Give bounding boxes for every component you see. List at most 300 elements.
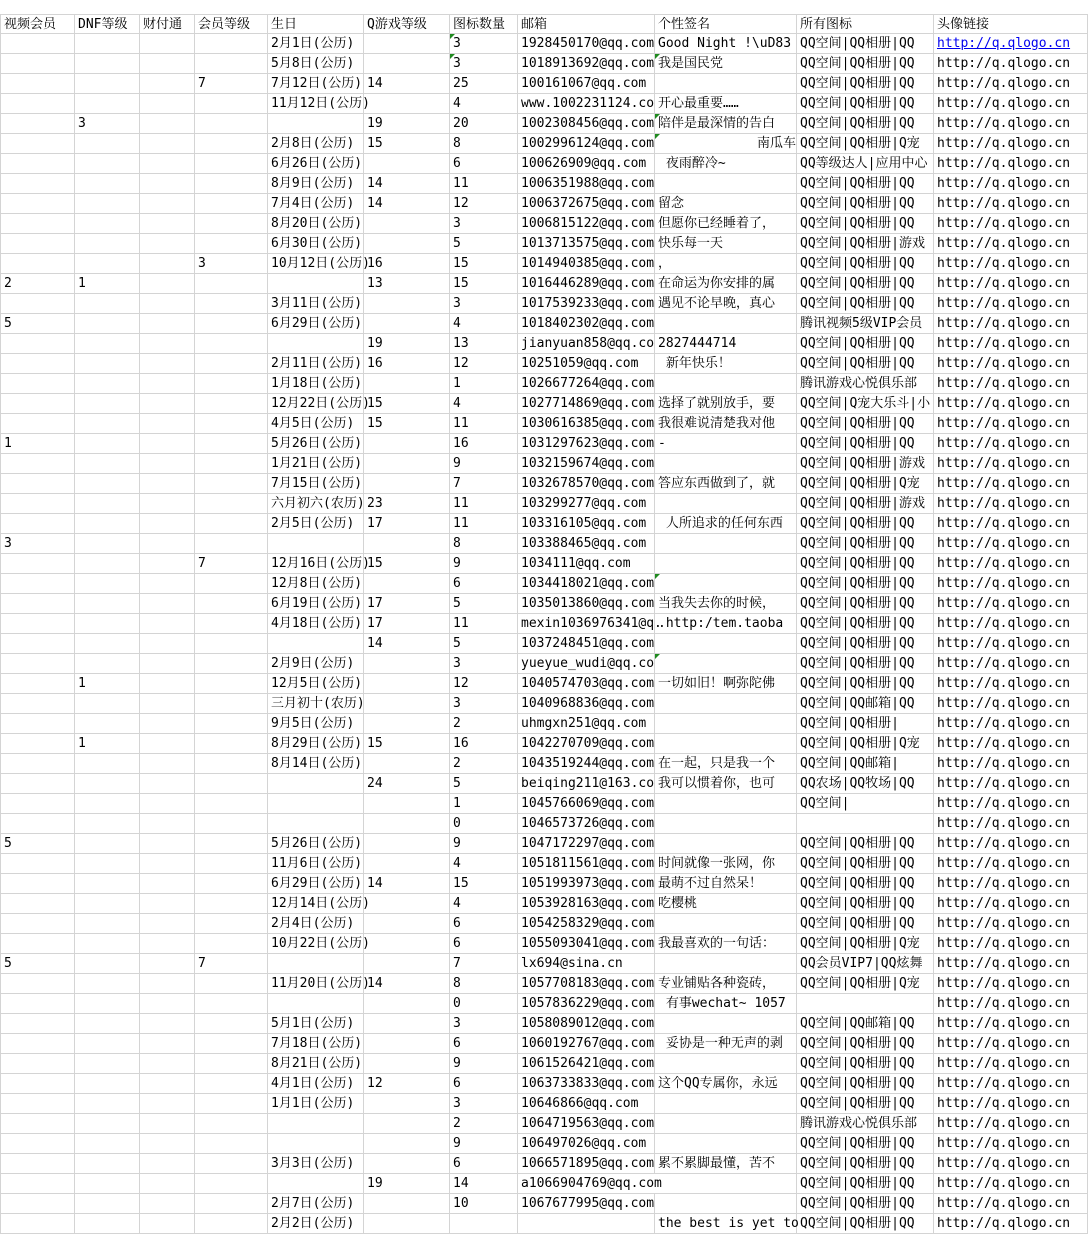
cell-tenpay[interactable] xyxy=(140,1174,195,1194)
cell-signature[interactable] xyxy=(655,74,797,94)
cell-vip-level[interactable]: 3 xyxy=(195,254,268,274)
cell-qgame-level[interactable]: 14 xyxy=(364,194,450,214)
cell-video-vip[interactable] xyxy=(0,354,75,374)
cell-avatar-link[interactable]: http://q.qlogo.cn xyxy=(934,614,1088,634)
cell-dnf-level[interactable] xyxy=(75,94,140,114)
cell-tenpay[interactable] xyxy=(140,334,195,354)
cell-signature[interactable]: 开心最重要…… xyxy=(655,94,797,114)
cell-tenpay[interactable] xyxy=(140,54,195,74)
cell-icon-count[interactable]: 9 xyxy=(450,1134,518,1154)
cell-signature[interactable]: 我很难说清楚我对他 xyxy=(655,414,797,434)
cell-video-vip[interactable] xyxy=(0,554,75,574)
cell-icon-count[interactable]: 6 xyxy=(450,574,518,594)
cell-vip-level[interactable] xyxy=(195,714,268,734)
cell-signature[interactable] xyxy=(655,374,797,394)
cell-avatar-link[interactable]: http://q.qlogo.cn xyxy=(934,914,1088,934)
cell-email[interactable]: 1006815122@qq.com xyxy=(518,214,655,234)
cell-signature[interactable]: 专业铺贴各种瓷砖， xyxy=(655,974,797,994)
cell-vip-level[interactable] xyxy=(195,794,268,814)
cell-video-vip[interactable] xyxy=(0,994,75,1014)
cell-birthday[interactable] xyxy=(268,794,364,814)
cell-icon-count[interactable]: 3 xyxy=(450,654,518,674)
cell-email[interactable]: 1032159674@qq.com xyxy=(518,454,655,474)
cell-all-icons[interactable]: QQ空间|QQ相册|QQ xyxy=(797,1074,934,1094)
cell-avatar-link[interactable]: http://q.qlogo.cn xyxy=(934,974,1088,994)
cell-video-vip[interactable] xyxy=(0,654,75,674)
cell-tenpay[interactable] xyxy=(140,514,195,534)
cell-avatar-link[interactable]: http://q.qlogo.cn xyxy=(934,734,1088,754)
cell-birthday[interactable]: 2月4日(公历) xyxy=(268,914,364,934)
cell-qgame-level[interactable]: 24 xyxy=(364,774,450,794)
cell-icon-count[interactable]: 4 xyxy=(450,894,518,914)
cell-vip-level[interactable] xyxy=(195,1074,268,1094)
cell-avatar-link[interactable]: http://q.qlogo.cn xyxy=(934,754,1088,774)
cell-vip-level[interactable] xyxy=(195,414,268,434)
cell-email[interactable]: 1040574703@qq.com xyxy=(518,674,655,694)
cell-signature[interactable]: 我是国民党 xyxy=(655,54,797,74)
cell-avatar-link[interactable]: http://q.qlogo.cn xyxy=(934,574,1088,594)
cell-avatar-link[interactable]: http://q.qlogo.cn xyxy=(934,1214,1088,1234)
cell-all-icons[interactable]: QQ空间|QQ相册|游戏 xyxy=(797,454,934,474)
cell-qgame-level[interactable] xyxy=(364,834,450,854)
cell-all-icons[interactable] xyxy=(797,994,934,1014)
cell-tenpay[interactable] xyxy=(140,1194,195,1214)
cell-avatar-link[interactable]: http://q.qlogo.cn xyxy=(934,194,1088,214)
cell-tenpay[interactable] xyxy=(140,94,195,114)
cell-video-vip[interactable] xyxy=(0,574,75,594)
cell-qgame-level[interactable]: 15 xyxy=(364,414,450,434)
cell-dnf-level[interactable]: 1 xyxy=(75,734,140,754)
cell-video-vip[interactable] xyxy=(0,474,75,494)
cell-vip-level[interactable] xyxy=(195,834,268,854)
cell-all-icons[interactable]: QQ空间|QQ相册|QQ xyxy=(797,114,934,134)
cell-signature[interactable] xyxy=(655,794,797,814)
cell-signature[interactable]: 新年快乐！ xyxy=(655,354,797,374)
cell-icon-count[interactable]: 8 xyxy=(450,134,518,154)
cell-dnf-level[interactable] xyxy=(75,414,140,434)
cell-birthday[interactable]: 6月29日(公历) xyxy=(268,314,364,334)
cell-video-vip[interactable] xyxy=(0,74,75,94)
cell-vip-level[interactable] xyxy=(195,934,268,954)
cell-tenpay[interactable] xyxy=(140,414,195,434)
cell-birthday[interactable]: 12月8日(公历) xyxy=(268,574,364,594)
cell-dnf-level[interactable] xyxy=(75,254,140,274)
cell-email[interactable]: mexin1036976341@q. xyxy=(518,614,655,634)
cell-tenpay[interactable] xyxy=(140,1214,195,1234)
cell-signature[interactable] xyxy=(655,534,797,554)
cell-avatar-link[interactable]: http://q.qlogo.cn xyxy=(934,214,1088,234)
cell-birthday[interactable]: 2月5日(公历) xyxy=(268,514,364,534)
cell-email[interactable]: 1031297623@qq.com xyxy=(518,434,655,454)
cell-signature[interactable]: 有事wechat~ 1057 xyxy=(655,994,797,1014)
cell-vip-level[interactable] xyxy=(195,194,268,214)
cell-avatar-link[interactable]: http://q.qlogo.cn xyxy=(934,454,1088,474)
cell-email[interactable]: 1051811561@qq.com xyxy=(518,854,655,874)
cell-icon-count[interactable]: 3 xyxy=(450,694,518,714)
cell-icon-count[interactable]: 11 xyxy=(450,414,518,434)
cell-tenpay[interactable] xyxy=(140,774,195,794)
cell-dnf-level[interactable] xyxy=(75,794,140,814)
cell-tenpay[interactable] xyxy=(140,574,195,594)
cell-birthday[interactable]: 8月20日(公历) xyxy=(268,214,364,234)
cell-icon-count[interactable]: 4 xyxy=(450,854,518,874)
cell-tenpay[interactable] xyxy=(140,354,195,374)
cell-birthday[interactable]: 7月15日(公历) xyxy=(268,474,364,494)
cell-dnf-level[interactable] xyxy=(75,554,140,574)
cell-qgame-level[interactable] xyxy=(364,474,450,494)
cell-video-vip[interactable]: 5 xyxy=(0,834,75,854)
cell-icon-count[interactable]: 5 xyxy=(450,234,518,254)
cell-vip-level[interactable] xyxy=(195,34,268,54)
cell-icon-count[interactable]: 12 xyxy=(450,354,518,374)
cell-tenpay[interactable] xyxy=(140,794,195,814)
header-cell-email[interactable]: 邮箱 xyxy=(518,14,655,34)
cell-tenpay[interactable] xyxy=(140,754,195,774)
cell-dnf-level[interactable] xyxy=(75,514,140,534)
cell-dnf-level[interactable] xyxy=(75,174,140,194)
cell-dnf-level[interactable] xyxy=(75,234,140,254)
cell-vip-level[interactable]: 7 xyxy=(195,554,268,574)
cell-dnf-level[interactable] xyxy=(75,134,140,154)
cell-email[interactable]: 1046573726@qq.com xyxy=(518,814,655,834)
cell-all-icons[interactable]: QQ空间|QQ相册|QQ xyxy=(797,214,934,234)
cell-avatar-link[interactable]: http://q.qlogo.cn xyxy=(934,1194,1088,1214)
cell-dnf-level[interactable] xyxy=(75,1074,140,1094)
cell-video-vip[interactable] xyxy=(0,394,75,414)
cell-qgame-level[interactable] xyxy=(364,454,450,474)
cell-birthday[interactable] xyxy=(268,1174,364,1194)
cell-all-icons[interactable]: QQ空间|QQ相册|Q宠 xyxy=(797,934,934,954)
cell-dnf-level[interactable] xyxy=(75,754,140,774)
cell-tenpay[interactable] xyxy=(140,654,195,674)
cell-birthday[interactable]: 8月21日(公历) xyxy=(268,1054,364,1074)
cell-icon-count[interactable]: 15 xyxy=(450,274,518,294)
cell-tenpay[interactable] xyxy=(140,1034,195,1054)
cell-email[interactable]: 1027714869@qq.com xyxy=(518,394,655,414)
cell-signature[interactable]: .http:/tem.taoba xyxy=(655,614,797,634)
cell-vip-level[interactable] xyxy=(195,734,268,754)
cell-qgame-level[interactable]: 14 xyxy=(364,634,450,654)
cell-tenpay[interactable] xyxy=(140,134,195,154)
cell-all-icons[interactable]: QQ空间|QQ相册|QQ xyxy=(797,594,934,614)
cell-vip-level[interactable] xyxy=(195,1094,268,1114)
cell-tenpay[interactable] xyxy=(140,1074,195,1094)
cell-avatar-link[interactable]: http://q.qlogo.cn xyxy=(934,494,1088,514)
cell-qgame-level[interactable]: 14 xyxy=(364,974,450,994)
cell-vip-level[interactable] xyxy=(195,94,268,114)
cell-all-icons[interactable]: QQ空间|QQ相册|QQ xyxy=(797,1134,934,1154)
cell-qgame-level[interactable] xyxy=(364,1054,450,1074)
cell-email[interactable]: 1061526421@qq.com xyxy=(518,1054,655,1074)
cell-signature[interactable] xyxy=(655,914,797,934)
cell-video-vip[interactable] xyxy=(0,814,75,834)
cell-tenpay[interactable] xyxy=(140,74,195,94)
cell-birthday[interactable]: 8月29日(公历) xyxy=(268,734,364,754)
cell-tenpay[interactable] xyxy=(140,934,195,954)
cell-dnf-level[interactable] xyxy=(75,474,140,494)
cell-email[interactable]: 100626909@qq.com xyxy=(518,154,655,174)
cell-signature[interactable] xyxy=(655,1194,797,1214)
cell-signature[interactable] xyxy=(655,1014,797,1034)
cell-all-icons[interactable]: QQ空间|QQ相册|QQ xyxy=(797,74,934,94)
header-cell-birthday[interactable]: 生日 xyxy=(268,14,364,34)
cell-icon-count[interactable]: 1 xyxy=(450,374,518,394)
cell-vip-level[interactable] xyxy=(195,1114,268,1134)
cell-tenpay[interactable] xyxy=(140,914,195,934)
cell-qgame-level[interactable]: 17 xyxy=(364,514,450,534)
cell-dnf-level[interactable] xyxy=(75,614,140,634)
cell-video-vip[interactable] xyxy=(0,294,75,314)
cell-tenpay[interactable] xyxy=(140,1134,195,1154)
cell-icon-count[interactable]: 1 xyxy=(450,794,518,814)
cell-vip-level[interactable] xyxy=(195,334,268,354)
cell-avatar-link[interactable]: http://q.qlogo.cn xyxy=(934,314,1088,334)
cell-video-vip[interactable]: 3 xyxy=(0,534,75,554)
cell-email[interactable]: 1051993973@qq.com xyxy=(518,874,655,894)
cell-qgame-level[interactable] xyxy=(364,994,450,1014)
cell-vip-level[interactable] xyxy=(195,434,268,454)
cell-all-icons[interactable]: QQ空间|QQ相册|QQ xyxy=(797,434,934,454)
cell-email[interactable]: 1058089012@qq.com xyxy=(518,1014,655,1034)
cell-avatar-link[interactable]: http://q.qlogo.cn xyxy=(934,1134,1088,1154)
cell-signature[interactable]: 这个QQ专属你，永远 xyxy=(655,1074,797,1094)
cell-email[interactable]: 1017539233@qq.com xyxy=(518,294,655,314)
cell-birthday[interactable]: 3月3日(公历) xyxy=(268,1154,364,1174)
cell-all-icons[interactable]: QQ空间|QQ相册|QQ xyxy=(797,554,934,574)
cell-video-vip[interactable] xyxy=(0,1214,75,1234)
cell-birthday[interactable] xyxy=(268,954,364,974)
cell-all-icons[interactable]: QQ空间|QQ相册|QQ xyxy=(797,294,934,314)
cell-tenpay[interactable] xyxy=(140,694,195,714)
cell-dnf-level[interactable] xyxy=(75,954,140,974)
cell-email[interactable]: 1018913692@qq.com xyxy=(518,54,655,74)
cell-video-vip[interactable] xyxy=(0,1094,75,1114)
cell-avatar-link[interactable]: http://q.qlogo.cn xyxy=(934,1154,1088,1174)
cell-birthday[interactable] xyxy=(268,814,364,834)
cell-qgame-level[interactable] xyxy=(364,214,450,234)
avatar-hyperlink[interactable]: http://q.qlogo.cn xyxy=(934,34,1088,54)
cell-vip-level[interactable] xyxy=(195,894,268,914)
cell-qgame-level[interactable] xyxy=(364,694,450,714)
cell-vip-level[interactable] xyxy=(195,674,268,694)
cell-vip-level[interactable] xyxy=(195,534,268,554)
cell-avatar-link[interactable]: http://q.qlogo.cn xyxy=(934,414,1088,434)
cell-all-icons[interactable]: QQ空间|QQ相册|QQ xyxy=(797,894,934,914)
cell-all-icons[interactable]: QQ空间|QQ相册|QQ xyxy=(797,1034,934,1054)
cell-all-icons[interactable]: QQ空间| xyxy=(797,794,934,814)
cell-all-icons[interactable]: QQ空间|QQ相册|QQ xyxy=(797,1054,934,1074)
cell-avatar-link[interactable]: http://q.qlogo.cn xyxy=(934,114,1088,134)
cell-dnf-level[interactable] xyxy=(75,534,140,554)
cell-icon-count[interactable]: 4 xyxy=(450,394,518,414)
cell-all-icons[interactable]: QQ空间|QQ相册|QQ xyxy=(797,34,934,54)
cell-video-vip[interactable] xyxy=(0,334,75,354)
cell-signature[interactable]: 我可以惯着你，也可 xyxy=(655,774,797,794)
cell-birthday[interactable]: 三月初十(农历) xyxy=(268,694,364,714)
cell-tenpay[interactable] xyxy=(140,814,195,834)
cell-birthday[interactable] xyxy=(268,634,364,654)
cell-icon-count[interactable]: 6 xyxy=(450,934,518,954)
cell-signature[interactable]: 南瓜车 xyxy=(655,134,797,154)
cell-vip-level[interactable] xyxy=(195,614,268,634)
cell-icon-count[interactable]: 0 xyxy=(450,814,518,834)
cell-email[interactable]: 1057708183@qq.com xyxy=(518,974,655,994)
cell-dnf-level[interactable] xyxy=(75,1134,140,1154)
cell-birthday[interactable]: 11月20日(公历) xyxy=(268,974,364,994)
cell-email[interactable]: 1034418021@qq.com xyxy=(518,574,655,594)
cell-email[interactable]: yueyue_wudi@qq.co xyxy=(518,654,655,674)
cell-vip-level[interactable] xyxy=(195,874,268,894)
cell-email[interactable]: jianyuan858@qq.co xyxy=(518,334,655,354)
cell-video-vip[interactable] xyxy=(0,1054,75,1074)
cell-avatar-link[interactable]: http://q.qlogo.cn xyxy=(934,894,1088,914)
cell-email[interactable]: 1057836229@qq.com xyxy=(518,994,655,1014)
cell-all-icons[interactable]: QQ空间|QQ相册|QQ xyxy=(797,1174,934,1194)
cell-icon-count[interactable]: 14 xyxy=(450,1174,518,1194)
cell-tenpay[interactable] xyxy=(140,434,195,454)
cell-avatar-link[interactable]: http://q.qlogo.cn xyxy=(934,334,1088,354)
cell-video-vip[interactable] xyxy=(0,234,75,254)
cell-icon-count[interactable]: 11 xyxy=(450,174,518,194)
cell-vip-level[interactable] xyxy=(195,394,268,414)
cell-vip-level[interactable] xyxy=(195,294,268,314)
cell-icon-count[interactable]: 11 xyxy=(450,514,518,534)
cell-vip-level[interactable]: 7 xyxy=(195,74,268,94)
cell-vip-level[interactable] xyxy=(195,234,268,254)
cell-tenpay[interactable] xyxy=(140,34,195,54)
cell-icon-count[interactable]: 9 xyxy=(450,834,518,854)
cell-icon-count[interactable]: 15 xyxy=(450,254,518,274)
cell-tenpay[interactable] xyxy=(140,254,195,274)
cell-email[interactable]: 1032678570@qq.com xyxy=(518,474,655,494)
cell-avatar-link[interactable]: http://q.qlogo.cn xyxy=(934,1034,1088,1054)
cell-signature[interactable] xyxy=(655,574,797,594)
cell-dnf-level[interactable]: 1 xyxy=(75,274,140,294)
cell-dnf-level[interactable] xyxy=(75,1054,140,1074)
cell-tenpay[interactable] xyxy=(140,394,195,414)
cell-signature[interactable] xyxy=(655,694,797,714)
cell-video-vip[interactable] xyxy=(0,194,75,214)
cell-all-icons[interactable]: QQ空间|QQ相册|QQ xyxy=(797,174,934,194)
cell-vip-level[interactable] xyxy=(195,174,268,194)
cell-vip-level[interactable] xyxy=(195,54,268,74)
cell-email[interactable]: 1034111@qq.com xyxy=(518,554,655,574)
cell-icon-count[interactable]: 2 xyxy=(450,754,518,774)
cell-vip-level[interactable] xyxy=(195,274,268,294)
cell-qgame-level[interactable] xyxy=(364,54,450,74)
cell-vip-level[interactable] xyxy=(195,454,268,474)
cell-birthday[interactable]: 6月26日(公历) xyxy=(268,154,364,174)
cell-birthday[interactable] xyxy=(268,534,364,554)
cell-all-icons[interactable]: QQ空间|QQ相册| xyxy=(797,714,934,734)
cell-tenpay[interactable] xyxy=(140,1014,195,1034)
cell-signature[interactable] xyxy=(655,1094,797,1114)
cell-email[interactable]: lx694@sina.cn xyxy=(518,954,655,974)
cell-avatar-link[interactable]: http://q.qlogo.cn xyxy=(934,434,1088,454)
cell-video-vip[interactable] xyxy=(0,54,75,74)
cell-birthday[interactable]: 5月1日(公历) xyxy=(268,1014,364,1034)
cell-email[interactable]: 10251059@qq.com xyxy=(518,354,655,374)
cell-birthday[interactable]: 11月12日(公历) xyxy=(268,94,364,114)
cell-dnf-level[interactable] xyxy=(75,314,140,334)
cell-icon-count[interactable]: 25 xyxy=(450,74,518,94)
cell-birthday[interactable]: 7月18日(公历) xyxy=(268,1034,364,1054)
cell-tenpay[interactable] xyxy=(140,1054,195,1074)
cell-email[interactable]: 1060192767@qq.com xyxy=(518,1034,655,1054)
cell-signature[interactable]: 但愿你已经睡着了， xyxy=(655,214,797,234)
cell-email[interactable]: 1042270709@qq.com xyxy=(518,734,655,754)
cell-all-icons[interactable]: QQ空间|QQ相册|QQ xyxy=(797,354,934,374)
cell-signature[interactable] xyxy=(655,314,797,334)
cell-signature[interactable]: 陪伴是最深情的告白 xyxy=(655,114,797,134)
cell-all-icons[interactable]: QQ空间|QQ相册|Q宠 xyxy=(797,134,934,154)
cell-dnf-level[interactable] xyxy=(75,334,140,354)
cell-email[interactable]: 1030616385@qq.com xyxy=(518,414,655,434)
cell-icon-count[interactable]: 11 xyxy=(450,494,518,514)
cell-birthday[interactable]: 5月8日(公历) xyxy=(268,54,364,74)
cell-qgame-level[interactable]: 15 xyxy=(364,554,450,574)
cell-signature[interactable]: 2827444714 xyxy=(655,334,797,354)
cell-dnf-level[interactable] xyxy=(75,1034,140,1054)
cell-tenpay[interactable] xyxy=(140,974,195,994)
cell-dnf-level[interactable] xyxy=(75,294,140,314)
cell-dnf-level[interactable] xyxy=(75,694,140,714)
cell-qgame-level[interactable]: 19 xyxy=(364,334,450,354)
cell-tenpay[interactable] xyxy=(140,1154,195,1174)
cell-qgame-level[interactable]: 17 xyxy=(364,614,450,634)
cell-vip-level[interactable] xyxy=(195,1014,268,1034)
cell-tenpay[interactable] xyxy=(140,234,195,254)
cell-avatar-link[interactable]: http://q.qlogo.cn xyxy=(934,794,1088,814)
cell-signature[interactable] xyxy=(655,454,797,474)
cell-icon-count[interactable]: 3 xyxy=(450,214,518,234)
cell-qgame-level[interactable]: 15 xyxy=(364,394,450,414)
cell-tenpay[interactable] xyxy=(140,1114,195,1134)
cell-all-icons[interactable]: QQ空间|QQ相册|QQ xyxy=(797,54,934,74)
cell-all-icons[interactable]: QQ空间|QQ相册|QQ xyxy=(797,334,934,354)
header-cell-qgame-level[interactable]: Q游戏等级 xyxy=(364,14,450,34)
cell-signature[interactable]: ， xyxy=(655,254,797,274)
cell-tenpay[interactable] xyxy=(140,494,195,514)
cell-dnf-level[interactable] xyxy=(75,454,140,474)
cell-signature[interactable] xyxy=(655,714,797,734)
cell-video-vip[interactable]: 1 xyxy=(0,434,75,454)
cell-avatar-link[interactable]: http://q.qlogo.cn xyxy=(934,74,1088,94)
cell-birthday[interactable]: 7月12日(公历) xyxy=(268,74,364,94)
cell-qgame-level[interactable] xyxy=(364,1134,450,1154)
cell-vip-level[interactable] xyxy=(195,854,268,874)
cell-video-vip[interactable]: 2 xyxy=(0,274,75,294)
cell-signature[interactable] xyxy=(655,1134,797,1154)
cell-avatar-link[interactable]: http://q.qlogo.cn xyxy=(934,554,1088,574)
cell-birthday[interactable]: 1月1日(公历) xyxy=(268,1094,364,1114)
cell-signature[interactable]: 留念 xyxy=(655,194,797,214)
cell-signature[interactable] xyxy=(655,654,797,674)
cell-all-icons[interactable]: QQ空间|QQ邮箱| xyxy=(797,754,934,774)
cell-avatar-link[interactable]: http://q.qlogo.cn xyxy=(934,674,1088,694)
cell-icon-count[interactable]: 13 xyxy=(450,334,518,354)
cell-signature[interactable]: 时间就像一张网，你 xyxy=(655,854,797,874)
cell-birthday[interactable]: 3月11日(公历) xyxy=(268,294,364,314)
cell-avatar-link[interactable]: http://q.qlogo.cn xyxy=(934,1174,1088,1194)
cell-email[interactable]: 1013713575@qq.com xyxy=(518,234,655,254)
cell-qgame-level[interactable]: 16 xyxy=(364,254,450,274)
cell-all-icons[interactable]: QQ空间|QQ相册|QQ xyxy=(797,674,934,694)
cell-qgame-level[interactable] xyxy=(364,534,450,554)
cell-avatar-link[interactable]: http://q.qlogo.cn xyxy=(934,254,1088,274)
cell-birthday[interactable]: 11月6日(公历) xyxy=(268,854,364,874)
cell-avatar-link[interactable]: http://q.qlogo.cn xyxy=(934,534,1088,554)
